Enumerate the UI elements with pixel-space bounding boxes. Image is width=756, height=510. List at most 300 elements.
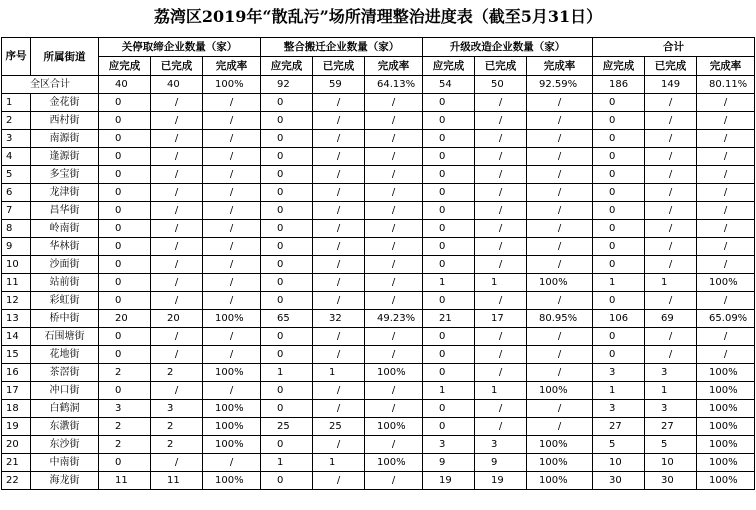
row-number: 11	[2, 274, 31, 292]
row-cell: 1	[593, 274, 645, 292]
row-cell: /	[527, 166, 593, 184]
table-row	[2, 148, 755, 166]
row-cell: /	[527, 292, 593, 310]
row-cell: 0	[261, 184, 313, 202]
row-cell: 0	[99, 166, 151, 184]
row-cell: 20	[99, 310, 151, 328]
row-number: 5	[2, 166, 31, 184]
row-cell: 0	[261, 130, 313, 148]
row-street: 彩虹街	[31, 292, 99, 310]
row-cell: /	[313, 436, 365, 454]
row-cell: 3	[475, 436, 527, 454]
row-cell: /	[527, 346, 593, 364]
row-cell: /	[645, 184, 697, 202]
row-number: 22	[2, 472, 31, 490]
row-cell: /	[203, 274, 261, 292]
row-cell: 100%	[527, 454, 593, 472]
row-cell: 0	[99, 220, 151, 238]
row-cell: /	[697, 184, 755, 202]
row-cell: 0	[99, 202, 151, 220]
table-row	[2, 220, 755, 238]
total-cell: 64.13%	[365, 76, 423, 94]
row-number: 4	[2, 148, 31, 166]
total-cell: 149	[645, 76, 697, 94]
row-number: 2	[2, 112, 31, 130]
row-cell: 3	[645, 364, 697, 382]
row-cell: 0	[261, 292, 313, 310]
page-title: 荔湾区2019年“散乱污”场所清理整治进度表（截至5月31日）	[153, 7, 603, 26]
total-cell: 40	[151, 76, 203, 94]
row-cell: 0	[423, 112, 475, 130]
row-cell: /	[475, 148, 527, 166]
row-cell: 0	[261, 256, 313, 274]
row-cell: /	[365, 148, 423, 166]
row-cell: /	[203, 148, 261, 166]
row-cell: /	[151, 238, 203, 256]
row-cell: 0	[423, 292, 475, 310]
row-cell: 1	[313, 454, 365, 472]
subheader-rate: 完成率	[203, 57, 261, 76]
row-cell: 0	[99, 112, 151, 130]
row-street: 西村街	[31, 112, 99, 130]
row-cell: /	[203, 328, 261, 346]
row-cell: /	[151, 454, 203, 472]
row-cell: /	[313, 472, 365, 490]
row-cell: /	[151, 292, 203, 310]
row-cell: 1	[593, 382, 645, 400]
row-cell: /	[313, 346, 365, 364]
row-cell: /	[697, 166, 755, 184]
row-cell: /	[203, 256, 261, 274]
row-cell: /	[645, 346, 697, 364]
table-row	[2, 274, 755, 292]
row-cell: 2	[99, 436, 151, 454]
table-row	[2, 184, 755, 202]
row-cell: 100%	[697, 436, 755, 454]
row-cell: /	[151, 274, 203, 292]
subheader-due: 应完成	[593, 57, 645, 76]
row-cell: 0	[99, 382, 151, 400]
row-cell: 30	[645, 472, 697, 490]
row-cell: 0	[423, 220, 475, 238]
row-street: 岭南街	[31, 220, 99, 238]
row-number: 1	[2, 94, 31, 112]
row-cell: /	[313, 184, 365, 202]
total-cell: 92	[261, 76, 313, 94]
row-cell: /	[645, 328, 697, 346]
row-cell: 0	[99, 346, 151, 364]
row-cell: /	[527, 202, 593, 220]
header-seq: 序号	[2, 38, 31, 76]
row-cell: 100%	[203, 310, 261, 328]
row-cell: 3	[593, 400, 645, 418]
row-cell: /	[313, 202, 365, 220]
row-cell: /	[151, 94, 203, 112]
row-cell: 0	[99, 94, 151, 112]
row-cell: 80.95%	[527, 310, 593, 328]
row-number: 9	[2, 238, 31, 256]
row-cell: /	[365, 274, 423, 292]
row-street: 海龙街	[31, 472, 99, 490]
row-cell: 0	[593, 346, 645, 364]
row-cell: 1	[423, 274, 475, 292]
row-cell: /	[151, 256, 203, 274]
row-cell: 9	[423, 454, 475, 472]
row-cell: /	[527, 418, 593, 436]
row-number: 17	[2, 382, 31, 400]
row-cell: /	[697, 328, 755, 346]
progress-table	[1, 37, 755, 490]
header-group-upgrade: 升级改造企业数量（家）	[423, 38, 593, 57]
row-cell: 100%	[697, 382, 755, 400]
row-cell: 0	[99, 292, 151, 310]
row-number: 19	[2, 418, 31, 436]
row-cell: 0	[593, 220, 645, 238]
row-cell: /	[365, 238, 423, 256]
row-cell: 0	[99, 130, 151, 148]
row-cell: 69	[645, 310, 697, 328]
row-cell: /	[365, 346, 423, 364]
row-cell: /	[475, 328, 527, 346]
row-cell: /	[151, 112, 203, 130]
row-cell: /	[697, 130, 755, 148]
row-cell: 0	[99, 184, 151, 202]
subheader-done: 已完成	[151, 57, 203, 76]
row-cell: /	[203, 238, 261, 256]
row-street: 华林街	[31, 238, 99, 256]
row-cell: 0	[593, 130, 645, 148]
table-row	[2, 346, 755, 364]
row-cell: 65	[261, 310, 313, 328]
row-cell: 0	[261, 274, 313, 292]
total-cell: 80.11%	[697, 76, 755, 94]
row-cell: /	[151, 328, 203, 346]
row-cell: 19	[475, 472, 527, 490]
row-cell: 0	[99, 454, 151, 472]
row-cell: 3	[593, 364, 645, 382]
row-cell: /	[313, 166, 365, 184]
table-row	[2, 418, 755, 436]
row-number: 15	[2, 346, 31, 364]
row-cell: /	[645, 130, 697, 148]
row-cell: /	[203, 184, 261, 202]
row-street: 东沙街	[31, 436, 99, 454]
row-cell: 100%	[203, 436, 261, 454]
row-street: 金花街	[31, 94, 99, 112]
row-cell: /	[313, 94, 365, 112]
row-cell: 0	[261, 148, 313, 166]
row-cell: 0	[423, 166, 475, 184]
row-cell: 0	[261, 94, 313, 112]
row-cell: /	[313, 112, 365, 130]
table-row	[2, 436, 755, 454]
row-cell: /	[203, 454, 261, 472]
row-cell: /	[151, 382, 203, 400]
row-number: 13	[2, 310, 31, 328]
total-cell: 92.59%	[527, 76, 593, 94]
table-row	[2, 364, 755, 382]
row-cell: 11	[99, 472, 151, 490]
row-cell: 1	[475, 382, 527, 400]
row-cell: /	[151, 220, 203, 238]
row-cell: 27	[645, 418, 697, 436]
row-cell: 1	[261, 454, 313, 472]
row-cell: 11	[151, 472, 203, 490]
row-cell: /	[203, 112, 261, 130]
row-cell: 1	[423, 382, 475, 400]
row-cell: /	[365, 166, 423, 184]
subheader-done: 已完成	[475, 57, 527, 76]
row-cell: /	[365, 220, 423, 238]
row-cell: /	[475, 166, 527, 184]
row-cell: /	[697, 112, 755, 130]
row-cell: /	[527, 364, 593, 382]
row-cell: 2	[151, 364, 203, 382]
row-cell: /	[365, 184, 423, 202]
subheader-rate: 完成率	[697, 57, 755, 76]
row-number: 6	[2, 184, 31, 202]
row-cell: /	[697, 238, 755, 256]
row-cell: /	[313, 130, 365, 148]
subheader-due: 应完成	[261, 57, 313, 76]
total-row	[2, 76, 755, 94]
table-row	[2, 454, 755, 472]
row-cell: /	[645, 292, 697, 310]
row-cell: 1	[645, 274, 697, 292]
row-cell: /	[475, 112, 527, 130]
row-cell: 0	[593, 94, 645, 112]
table-row	[2, 202, 755, 220]
row-cell: 100%	[527, 436, 593, 454]
row-cell: /	[365, 328, 423, 346]
row-number: 12	[2, 292, 31, 310]
row-cell: 100%	[527, 382, 593, 400]
row-street: 白鹤洞	[31, 400, 99, 418]
row-cell: /	[313, 256, 365, 274]
row-cell: /	[697, 94, 755, 112]
row-cell: /	[527, 130, 593, 148]
row-cell: /	[527, 94, 593, 112]
row-cell: /	[365, 472, 423, 490]
row-cell: 0	[423, 364, 475, 382]
row-cell: 3	[99, 400, 151, 418]
row-cell: 0	[423, 256, 475, 274]
table-row	[2, 94, 755, 112]
row-cell: /	[527, 184, 593, 202]
row-cell: /	[365, 94, 423, 112]
table-row	[2, 238, 755, 256]
subheader-rate: 完成率	[365, 57, 423, 76]
table-row	[2, 130, 755, 148]
row-street: 站前街	[31, 274, 99, 292]
row-cell: /	[365, 400, 423, 418]
row-cell: /	[697, 346, 755, 364]
row-street: 桥中街	[31, 310, 99, 328]
row-cell: 0	[593, 292, 645, 310]
row-cell: 100%	[365, 454, 423, 472]
row-cell: /	[645, 148, 697, 166]
total-cell: 50	[475, 76, 527, 94]
row-cell: 100%	[697, 364, 755, 382]
row-cell: 30	[593, 472, 645, 490]
row-cell: /	[527, 400, 593, 418]
row-cell: 3	[423, 436, 475, 454]
row-cell: /	[313, 328, 365, 346]
subheader-rate: 完成率	[527, 57, 593, 76]
row-cell: 100%	[697, 472, 755, 490]
row-cell: /	[203, 202, 261, 220]
row-number: 18	[2, 400, 31, 418]
row-cell: /	[151, 130, 203, 148]
row-cell: /	[313, 220, 365, 238]
row-cell: 21	[423, 310, 475, 328]
total-cell: 186	[593, 76, 645, 94]
row-cell: /	[645, 220, 697, 238]
row-cell: 100%	[203, 400, 261, 418]
row-cell: 100%	[527, 472, 593, 490]
row-cell: 19	[423, 472, 475, 490]
row-number: 8	[2, 220, 31, 238]
row-cell: /	[365, 112, 423, 130]
row-cell: 0	[423, 130, 475, 148]
row-cell: 3	[151, 400, 203, 418]
row-cell: /	[203, 346, 261, 364]
row-street: 东漖街	[31, 418, 99, 436]
row-cell: 0	[261, 112, 313, 130]
row-cell: /	[527, 238, 593, 256]
row-street: 昌华街	[31, 202, 99, 220]
row-cell: 0	[99, 328, 151, 346]
row-cell: 2	[151, 436, 203, 454]
header-street: 所属街道	[31, 38, 99, 76]
row-cell: /	[697, 256, 755, 274]
row-street: 多宝街	[31, 166, 99, 184]
row-cell: /	[645, 166, 697, 184]
row-cell: /	[475, 238, 527, 256]
total-cell: 100%	[203, 76, 261, 94]
row-cell: 32	[313, 310, 365, 328]
row-street: 花地街	[31, 346, 99, 364]
row-number: 10	[2, 256, 31, 274]
row-cell: 0	[593, 184, 645, 202]
row-cell: 0	[423, 94, 475, 112]
row-cell: 106	[593, 310, 645, 328]
row-cell: 65.09%	[697, 310, 755, 328]
row-cell: 1	[313, 364, 365, 382]
row-cell: 0	[99, 274, 151, 292]
header-group-total: 合计	[593, 38, 755, 57]
row-street: 南源街	[31, 130, 99, 148]
row-cell: /	[475, 256, 527, 274]
row-cell: 0	[593, 256, 645, 274]
row-cell: 27	[593, 418, 645, 436]
total-cell: 59	[313, 76, 365, 94]
row-number: 14	[2, 328, 31, 346]
row-cell: /	[313, 148, 365, 166]
row-cell: /	[697, 148, 755, 166]
row-cell: 0	[593, 148, 645, 166]
row-cell: 10	[593, 454, 645, 472]
row-cell: 25	[261, 418, 313, 436]
row-cell: /	[365, 256, 423, 274]
subheader-due: 应完成	[99, 57, 151, 76]
row-cell: /	[475, 418, 527, 436]
row-cell: /	[645, 202, 697, 220]
table-row	[2, 328, 755, 346]
row-number: 21	[2, 454, 31, 472]
row-cell: 5	[593, 436, 645, 454]
table-row	[2, 472, 755, 490]
row-cell: /	[151, 148, 203, 166]
row-cell: /	[475, 292, 527, 310]
row-cell: 49.23%	[365, 310, 423, 328]
row-cell: /	[365, 130, 423, 148]
table-row	[2, 400, 755, 418]
row-cell: 0	[593, 202, 645, 220]
row-cell: /	[365, 382, 423, 400]
row-cell: 2	[99, 364, 151, 382]
row-number: 7	[2, 202, 31, 220]
row-cell: 100%	[203, 418, 261, 436]
row-cell: 0	[423, 418, 475, 436]
row-cell: /	[365, 436, 423, 454]
row-street: 石围塘街	[31, 328, 99, 346]
header-group-shutdown: 关停取缔企业数量（家）	[99, 38, 261, 57]
row-cell: /	[697, 202, 755, 220]
row-cell: /	[475, 220, 527, 238]
row-cell: /	[313, 238, 365, 256]
row-cell: /	[151, 202, 203, 220]
row-cell: 100%	[697, 274, 755, 292]
row-cell: 0	[261, 238, 313, 256]
row-cell: /	[313, 400, 365, 418]
row-cell: 100%	[697, 418, 755, 436]
row-cell: 17	[475, 310, 527, 328]
row-cell: /	[203, 94, 261, 112]
total-cell: 40	[99, 76, 151, 94]
row-street: 茶滘街	[31, 364, 99, 382]
row-cell: 1	[475, 274, 527, 292]
row-cell: /	[475, 130, 527, 148]
row-cell: /	[475, 94, 527, 112]
row-cell: 100%	[365, 418, 423, 436]
row-cell: 0	[423, 328, 475, 346]
row-cell: 100%	[527, 274, 593, 292]
row-cell: 0	[423, 238, 475, 256]
subheader-done: 已完成	[313, 57, 365, 76]
row-cell: /	[151, 346, 203, 364]
row-number: 16	[2, 364, 31, 382]
total-label: 全区合计	[2, 76, 99, 94]
row-cell: /	[645, 256, 697, 274]
row-cell: 0	[99, 148, 151, 166]
table-row	[2, 382, 755, 400]
row-cell: /	[313, 382, 365, 400]
row-cell: /	[697, 292, 755, 310]
row-cell: /	[645, 238, 697, 256]
row-cell: /	[645, 94, 697, 112]
row-cell: /	[475, 202, 527, 220]
row-cell: /	[527, 328, 593, 346]
row-cell: /	[151, 166, 203, 184]
row-cell: /	[697, 220, 755, 238]
table-row	[2, 292, 755, 310]
row-cell: /	[645, 112, 697, 130]
row-cell: /	[527, 112, 593, 130]
row-cell: 0	[423, 148, 475, 166]
row-cell: 0	[261, 346, 313, 364]
row-cell: /	[203, 166, 261, 184]
